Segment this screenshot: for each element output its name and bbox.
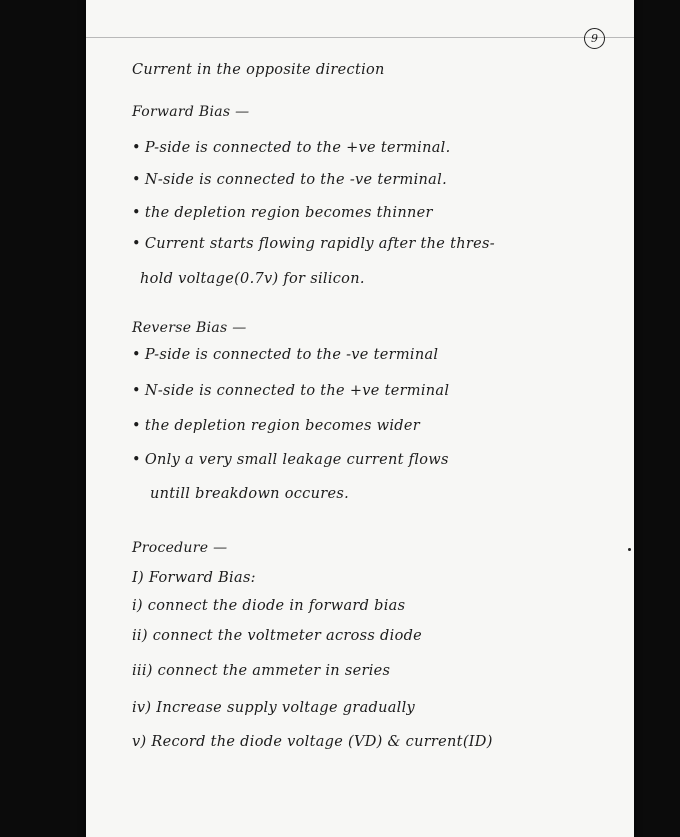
procedure-step: ii) connect the voltmeter across diode: [132, 628, 423, 644]
section-heading-reverse-bias: Reverse Bias —: [132, 320, 247, 336]
procedure-step: iv) Increase supply voltage gradually: [132, 700, 416, 716]
bullet-item: • N-side is connected to the -ve terminal.: [132, 172, 447, 188]
bullet-item: • Current starts flowing rapidly after the thres-: [132, 236, 495, 252]
procedure-step: iii) connect the ammeter in series: [132, 663, 391, 679]
bullet-item: • N-side is connected to the +ve terminal: [132, 383, 449, 399]
top-rule: [86, 37, 634, 38]
section-heading-procedure: Procedure —: [132, 540, 228, 556]
bullet-item: • P-side is connected to the -ve terminal: [132, 347, 438, 363]
bullet-item: • P-side is connected to the +ve terminal.: [132, 140, 451, 156]
bullet-item: • the depletion region becomes wider: [132, 418, 420, 434]
bullet-item: • the depletion region becomes thinner: [132, 205, 433, 221]
procedure-step: i) connect the diode in forward bias: [132, 598, 406, 614]
margin-dot: [628, 548, 631, 551]
page-number: 9: [584, 28, 605, 49]
subheading-forward-bias: I) Forward Bias:: [132, 570, 256, 586]
bullet-item: • Only a very small leakage current flows: [132, 452, 449, 468]
bullet-continuation: hold voltage(0.7v) for silicon.: [140, 271, 365, 287]
procedure-step: v) Record the diode voltage (VD) & current(ID): [132, 734, 493, 750]
text-line: Current in the opposite direction: [132, 62, 385, 78]
notebook-page: [86, 0, 634, 837]
section-heading-forward-bias: Forward Bias —: [132, 104, 250, 120]
bullet-continuation: untill breakdown occures.: [150, 486, 349, 502]
